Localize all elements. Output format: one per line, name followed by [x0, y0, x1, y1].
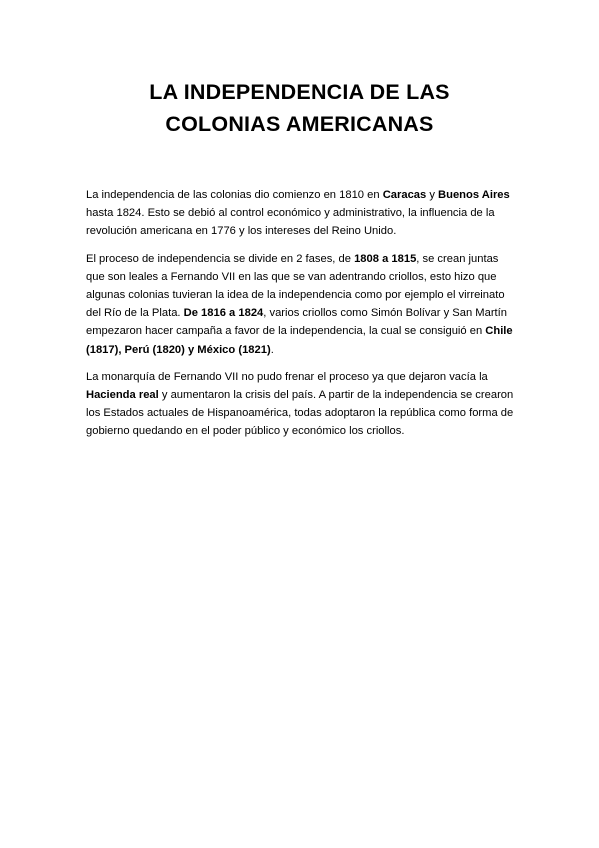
document-body: [86, 186, 520, 450]
paragraph-1: [86, 186, 520, 241]
paragraph-1-text-2: y: [426, 189, 439, 201]
paragraph-2-bold-first-phase: 1808 a 1815: [354, 252, 417, 265]
paragraph-2-text-3: , varios criollos como Simón Bolívar y San Martín empezaron hacer campaña a favor de la independencia, la cual se consiguió en: [86, 307, 507, 338]
paragraph-1-text-3: hasta 1824. Esto se debió al control económico y administrativo, la influencia de la revolución americana en 1776 y los intereses del Reino Unido.: [86, 207, 495, 238]
title-line-2: COLONIAS AMERICANAS: [165, 112, 434, 136]
paragraph-2-text-4: .: [270, 343, 274, 356]
title-line-1: LA INDEPENDENCIA DE LAS: [149, 80, 450, 104]
paragraph-2-bold-second-phase: De 1816 a 1824: [183, 307, 264, 320]
paragraph-1-bold-caracas: Caracas: [382, 189, 427, 201]
paragraph-1-text-1: La independencia de las colonias dio comienzo en 1810 en: [86, 189, 383, 201]
paragraph-2-text-1: El proceso de independencia se divide en 2 fases, de: [86, 252, 355, 265]
paragraph-2: [86, 250, 520, 359]
paragraph-2-bold-countries: Chile (1817), Perú (1820) y México (1821): [86, 325, 513, 356]
paragraph-3: [86, 368, 520, 441]
paragraph-3-text-2: y aumentaron la crisis del país. A partir de la independencia se crearon los Estados actuales de Hispanoamérica, todas adoptaron la república como forma de gobierno quedando en el poder público y económico los criollos.: [86, 389, 514, 438]
document-title: [60, 76, 539, 140]
paragraph-3-bold-hacienda-real: Hacienda real: [86, 389, 159, 402]
paragraph-3-text-1: La monarquía de Fernando VII no pudo frenar el proceso ya que dejaron vacía la: [86, 370, 488, 383]
paragraph-2-text-2: , se crean juntas que son leales a Fernando VII en las que se van adentrando criollos, esto hizo que algunas colonias tuvieran la idea de la independencia como por ejemplo el virreinato del Río de la Plata.: [86, 252, 505, 320]
paragraph-1-bold-buenos-aires: Buenos Aires: [438, 189, 510, 201]
